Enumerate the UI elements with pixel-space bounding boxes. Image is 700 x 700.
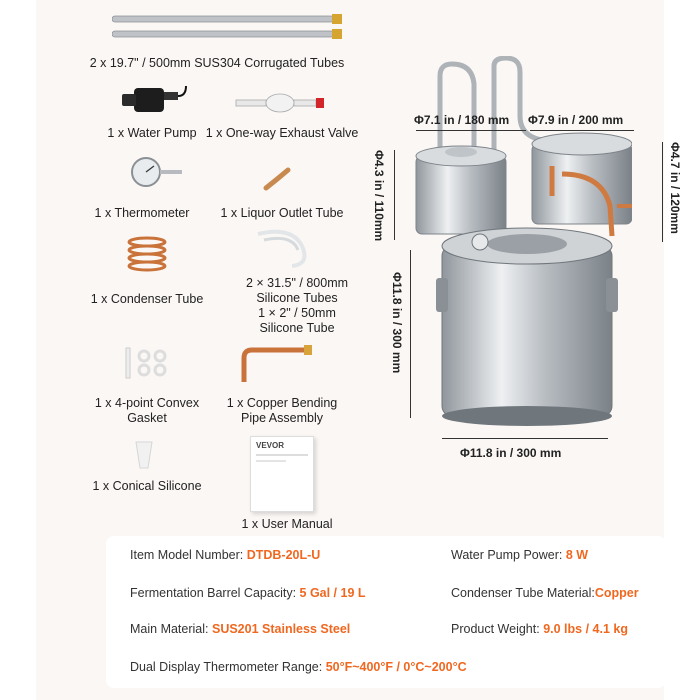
- spec-capacity: Fermentation Barrel Capacity: 5 Gal / 19 L: [130, 586, 366, 600]
- condenser-tube-image: [122, 234, 172, 278]
- spec-material: Main Material: SUS201 Stainless Steel: [130, 622, 351, 636]
- label-thermometer: 1 x Thermometer: [94, 206, 190, 220]
- label-condenser: 1 x Condenser Tube: [90, 292, 204, 306]
- dim-line-top-right: [530, 130, 634, 131]
- corrugated-tubes-image: [112, 12, 344, 42]
- spec-pump: Water Pump Power: 8 W: [451, 548, 589, 562]
- canvas: [72, 0, 700, 700]
- conical-silicone-image: [132, 440, 156, 470]
- label-manual: 1 x User Manual: [241, 517, 333, 531]
- copper-pipe-image: [236, 344, 316, 384]
- thermometer-image: [124, 156, 184, 190]
- distiller-image: [402, 56, 632, 426]
- label-conical: 1 x Conical Silicone: [92, 479, 202, 493]
- label-gasket-2: Gasket: [127, 411, 167, 425]
- dim-line-barrel-width: [442, 438, 608, 439]
- spec-tube: Condenser Tube Material:Copper: [451, 586, 639, 600]
- label-valve: 1 x One-way Exhaust Valve: [205, 126, 359, 140]
- dim-line-left-height: [394, 150, 395, 240]
- label-pump: 1 x Water Pump: [107, 126, 197, 140]
- label-copper-1: 1 x Copper Bending: [226, 396, 338, 410]
- label-liquor-outlet: 1 x Liquor Outlet Tube: [220, 206, 344, 220]
- dim-left-height: Φ4.3 in / 110mm: [372, 150, 386, 242]
- specs-panel: [106, 536, 666, 688]
- dim-top-right: Φ7.9 in / 200 mm: [528, 113, 624, 127]
- dim-right-height: Φ4.7 in / 120mm: [668, 142, 682, 234]
- dim-line-right-height: [662, 142, 663, 242]
- dim-top-left: Φ7.1 in / 180 mm: [414, 113, 510, 127]
- exhaust-valve-image: [232, 92, 332, 116]
- dim-barrel-height: Φ11.8 in / 300 mm: [390, 272, 404, 374]
- label-silicone-2: Silicone Tubes: [256, 291, 338, 305]
- label-silicone-4: Silicone Tube: [259, 321, 335, 335]
- liquor-outlet-image: [262, 166, 292, 192]
- spec-model: Item Model Number: DTDB-20L-U: [130, 548, 321, 562]
- water-pump-image: [120, 82, 188, 116]
- gasket-image: [124, 346, 174, 380]
- dim-line-barrel-height: [410, 250, 411, 418]
- spec-thermo: Dual Display Thermometer Range: 50°F~400°F / 0°C~200°C: [130, 660, 467, 674]
- label-gasket-1: 1 x 4-point Convex: [94, 396, 200, 410]
- spec-weight: Product Weight: 9.0 lbs / 4.1 kg: [451, 622, 628, 636]
- label-silicone-1: 2 × 31.5" / 800mm: [245, 276, 349, 290]
- user-manual-image: [250, 436, 314, 512]
- dim-barrel-width: Φ11.8 in / 300 mm: [460, 446, 562, 460]
- dim-line-top-left: [416, 130, 526, 131]
- manual-brand: VEVOR: [256, 441, 285, 450]
- silicone-tubes-image: [252, 226, 322, 270]
- label-silicone-3: 1 × 2" / 50mm: [258, 306, 336, 320]
- label-tubes: 2 x 19.7" / 500mm SUS304 Corrugated Tubes: [89, 56, 345, 70]
- label-copper-2: Pipe Assembly: [241, 411, 323, 425]
